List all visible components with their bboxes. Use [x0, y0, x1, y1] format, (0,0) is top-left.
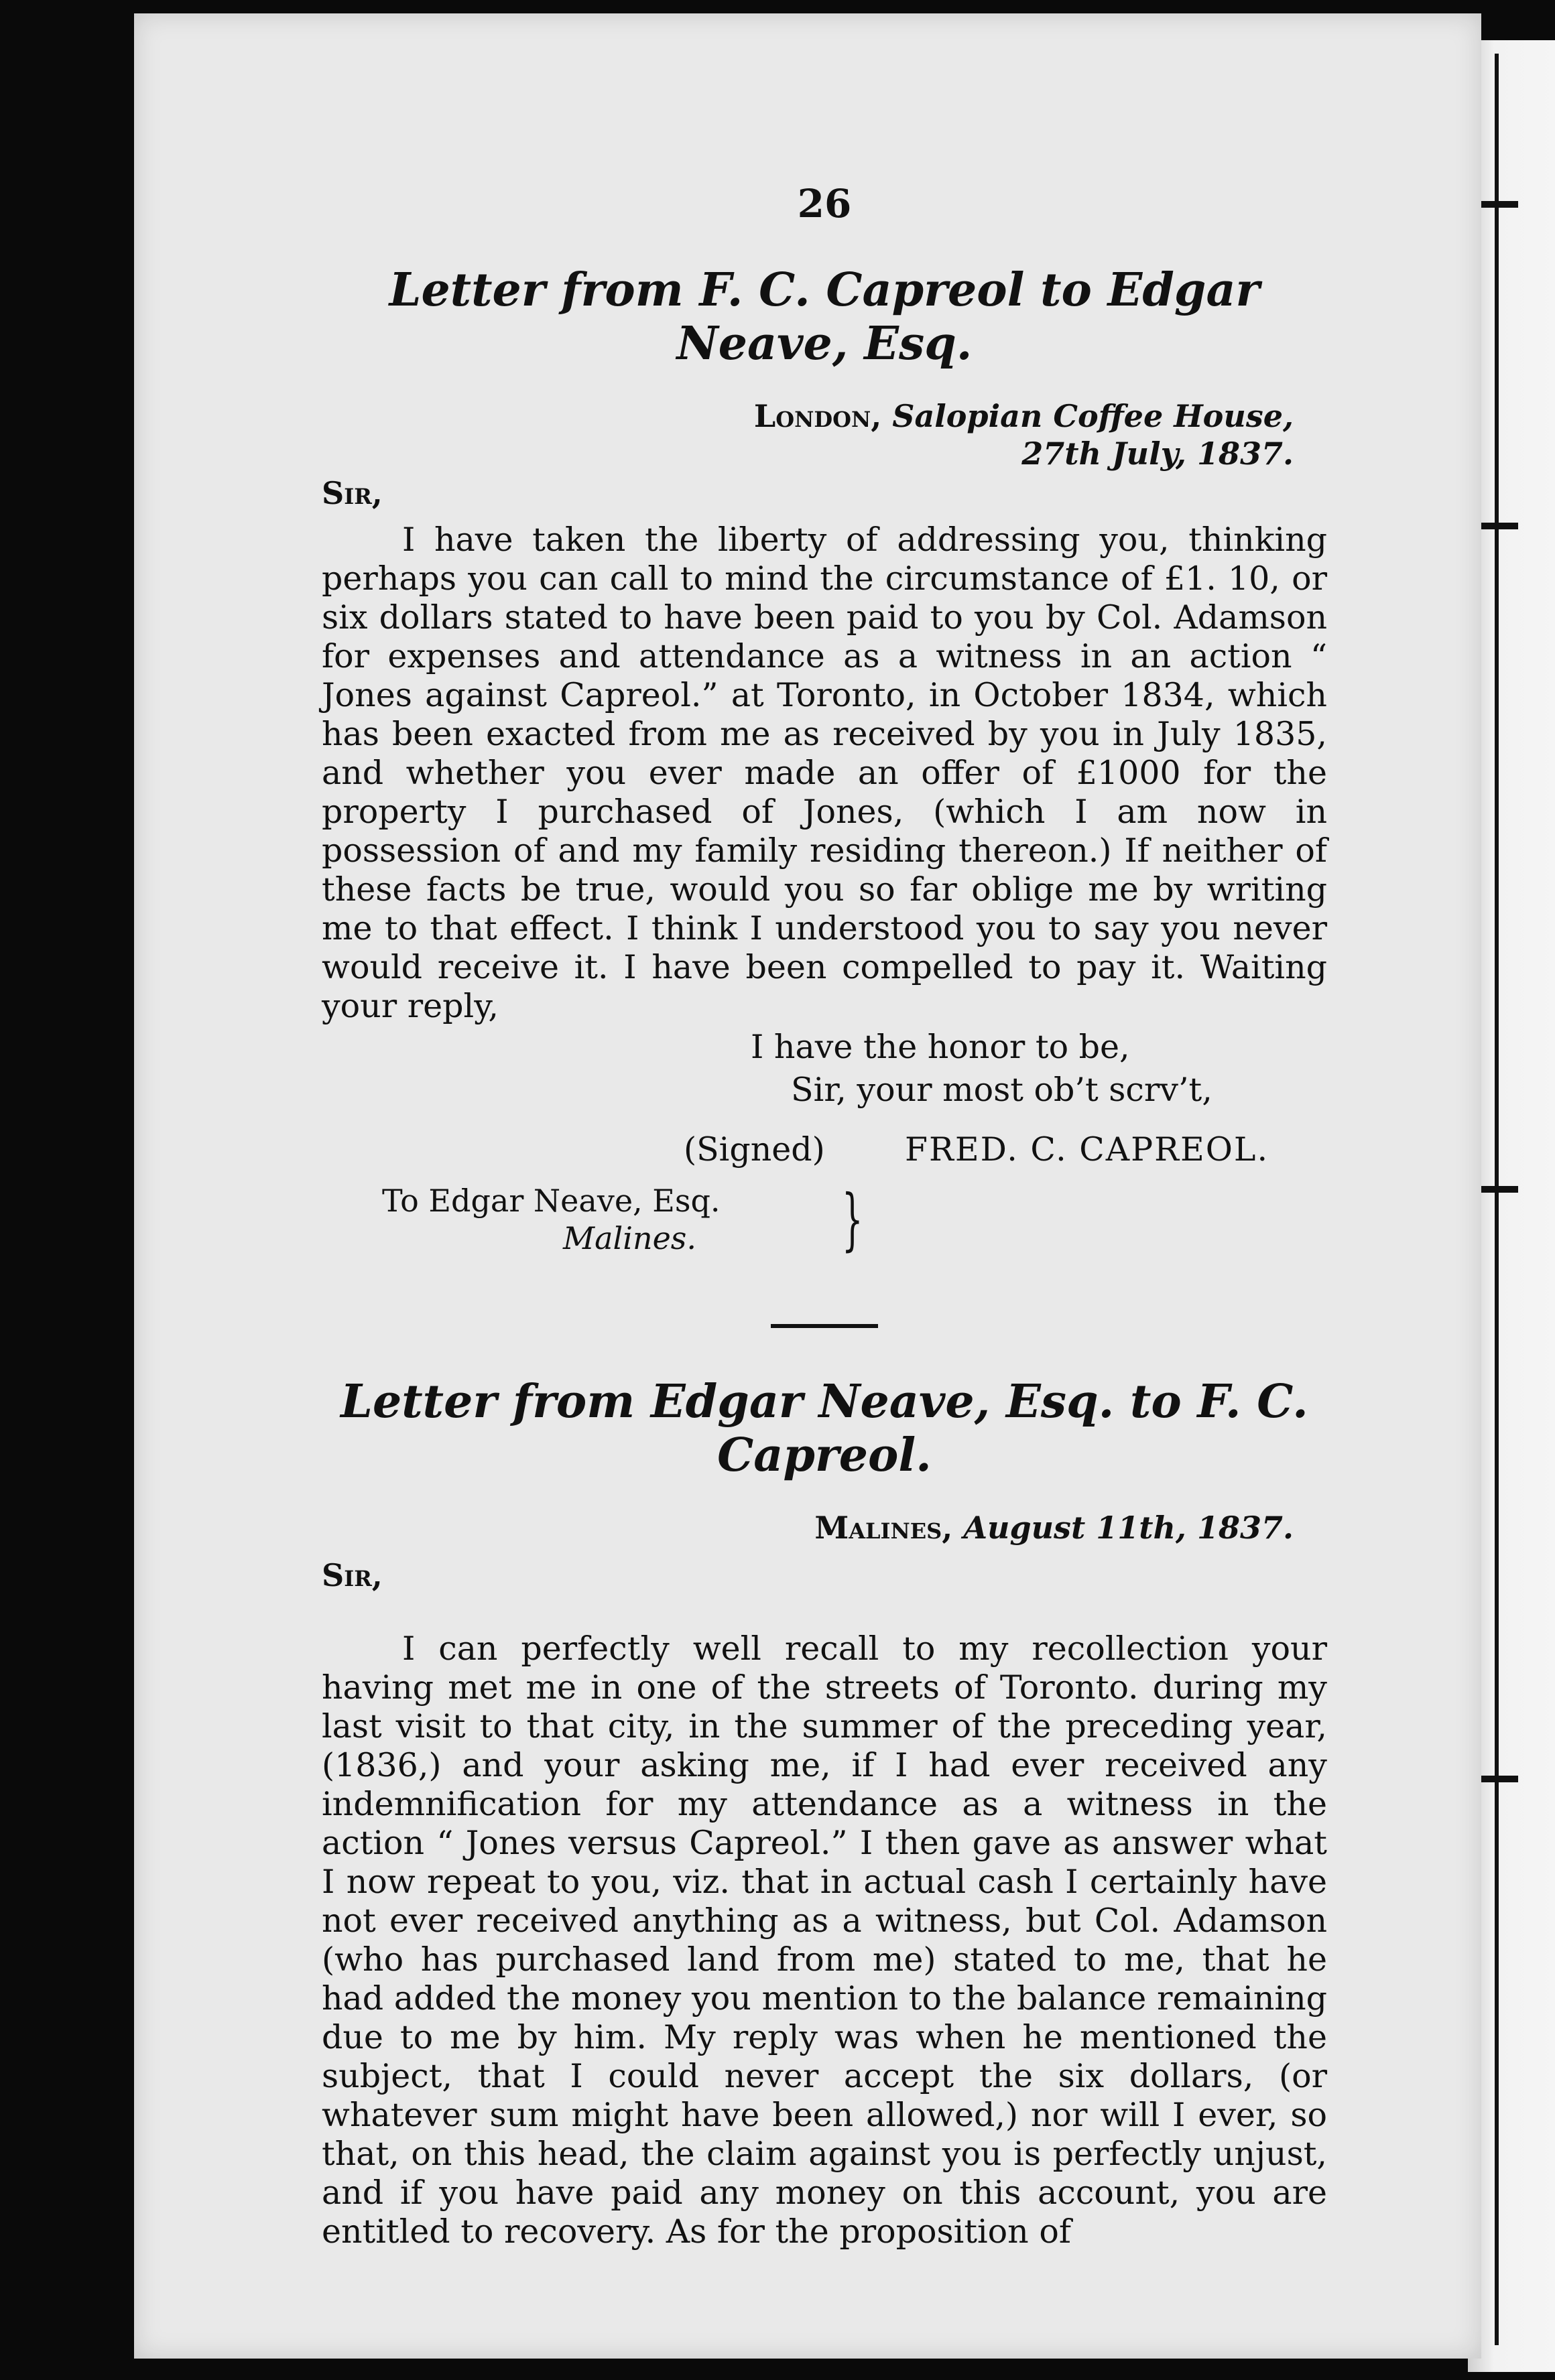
letter-2-salutation: Sir, — [322, 1557, 383, 1593]
address-place: Malines. — [563, 1220, 697, 1256]
binding-line — [1495, 54, 1499, 2345]
letter-2-dateline — [322, 1509, 1327, 1546]
dateline-date: 27th July, 1837. — [1021, 436, 1294, 472]
address-recipient: To Edgar Neave, Esq. — [382, 1183, 721, 1219]
binding-mark — [1478, 201, 1518, 208]
closing-line: I have the honor to be, — [751, 1028, 1130, 1066]
letter-2-heading: Letter from Edgar Neave, Esq. to F. C. Capreol. — [340, 1375, 1308, 1482]
signature-row — [322, 1130, 1327, 1169]
letter-1-closing — [322, 1026, 1327, 1112]
letter-1 — [322, 263, 1327, 1257]
dateline-place-detail: Salopian Coffee House, — [892, 398, 1294, 434]
binding-mark — [1478, 523, 1518, 529]
signed-label: (Signed) — [684, 1130, 825, 1169]
binding-mark — [1478, 1186, 1518, 1193]
dateline-place: Malines, — [814, 1510, 953, 1546]
letter-1-body: I have taken the liberty of addressing you, thinking perhaps you can call to mind the circumstance of £1. 10, or six dollars stated to have been paid to you by Col. Adamson for expenses and attendance as a witness in an action “ Jones against Capreol.” at Toronto, in October 1834, which has been exacted from me as received by you in July 1835, and whether you ever made an offer of £1000 for the property I purchased of Jones, (which I am now in possession of and my family residing thereon.) If neither of these facts be true, would you so far oblige me by writing me to that effect. I think I understood you to say you never would receive it. I have been compelled to pay it. Waiting your reply, — [322, 521, 1327, 1025]
page-content — [322, 181, 1327, 2251]
brace-glyph: } — [841, 1180, 863, 1258]
signature: FRED. C. CAPREOL. — [905, 1130, 1269, 1169]
section-divider — [771, 1324, 878, 1328]
letter-2 — [322, 1375, 1327, 2251]
binding-mark — [1478, 1776, 1518, 1782]
closing-line: Sir, your most ob’t scrv’t, — [791, 1071, 1212, 1109]
letter-1-salutation: Sir, — [322, 475, 383, 511]
letter-1-heading: Letter from F. C. Capreol to Edgar Neave, Esq. — [389, 263, 1260, 371]
letter-1-dateline — [322, 397, 1327, 472]
dateline-date: August 11th, 1837. — [963, 1510, 1294, 1546]
letter-1-address — [322, 1182, 1327, 1257]
dateline-place: London, — [753, 398, 882, 434]
letter-2-body: I can perfectly well recall to my recollection your having met me in one of the streets of Toronto. during my last visit to that city, in the summer of the preceding year, (1836,) and your asking me, if I had ever received any indemnification for my attendance as a witness in the action “ Jones versus Capreol.” I then gave as answer what I now repeat to you, viz. that in actual cash I certainly have not ever received anything as a witness, but Col. Adamson (who has purchased land from me) stated to me, that he had added the money you mention to the balance remaining due to me by him. My reply was when he mentioned the subject, that I could never accept the six dollars, (or whatever sum might have been allowed,) nor will I ever, so that, on this head, the claim against you is perfectly unjust, and if you have paid any money on this account, you are entitled to recovery. As for the proposition of — [322, 1630, 1327, 2251]
page-number: 26 — [797, 181, 852, 226]
